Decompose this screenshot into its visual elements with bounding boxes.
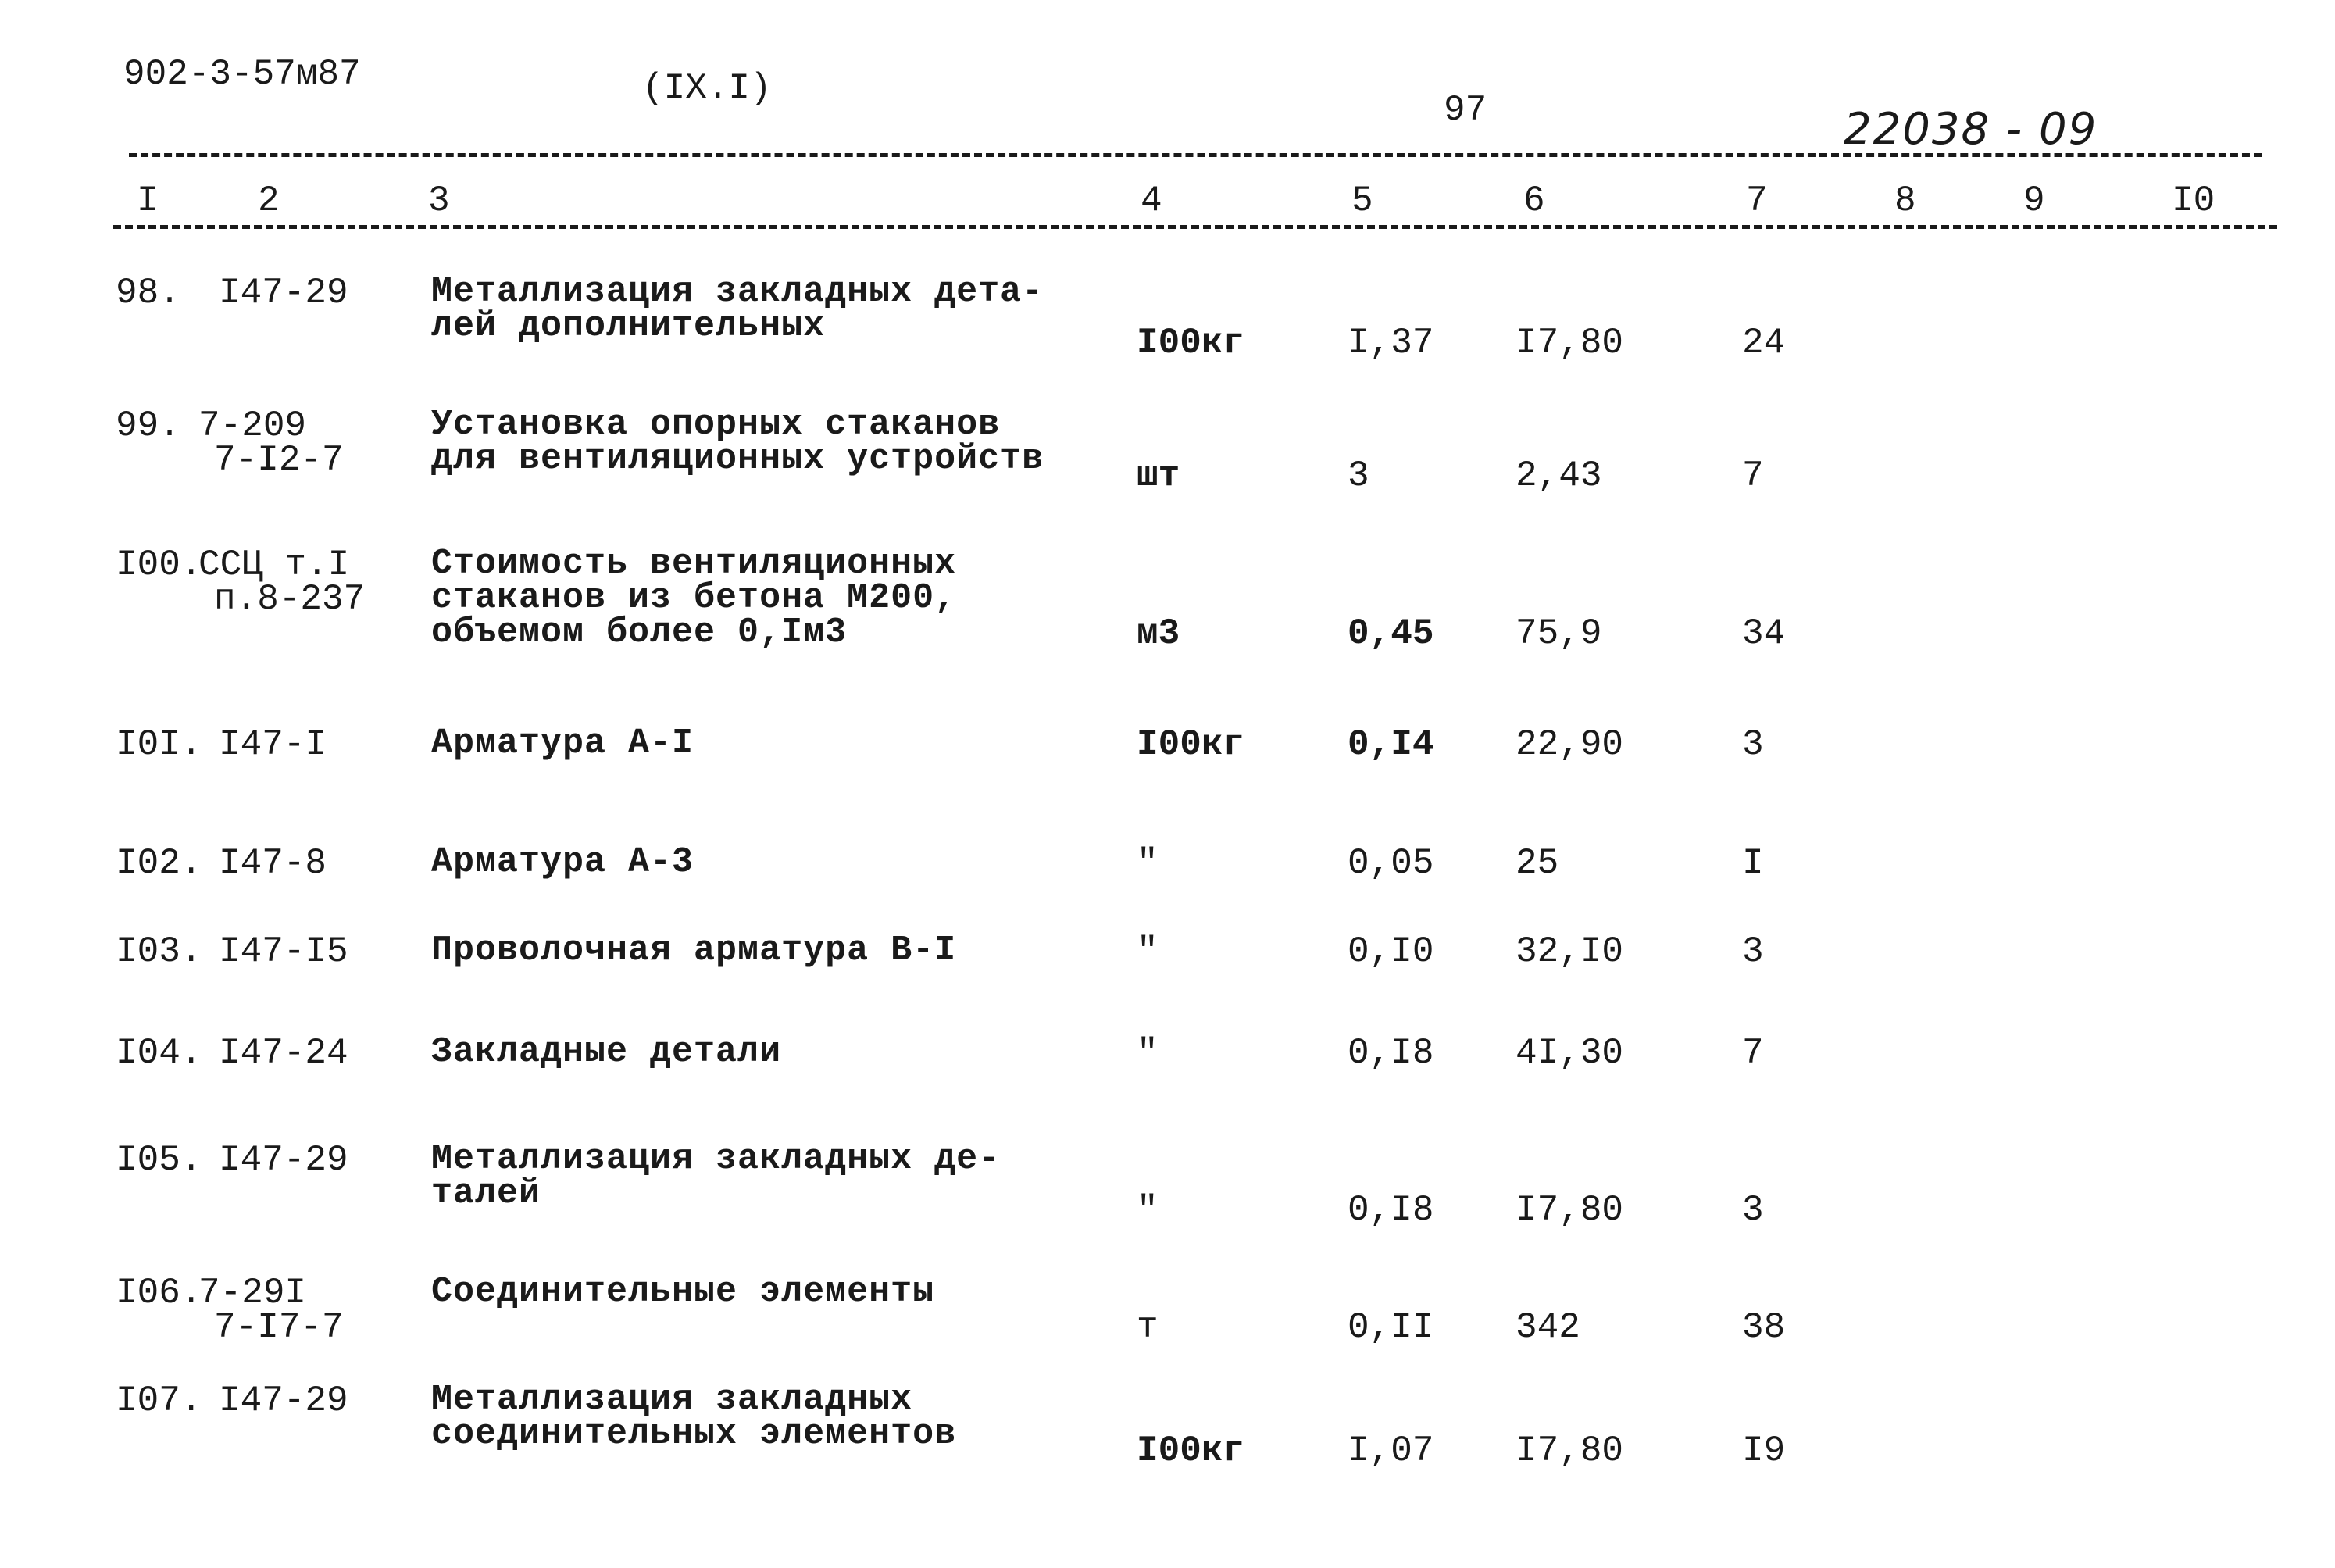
column-number: I0 <box>2172 180 2215 221</box>
unit: " <box>1137 843 1159 884</box>
rate-code: I47-29 <box>219 1380 348 1421</box>
unit-price: 32,I0 <box>1516 931 1624 972</box>
column-number: 4 <box>1141 180 1162 221</box>
quantity: 0,II <box>1348 1307 1434 1348</box>
work-description: для вентиляционных устройств <box>431 439 1044 479</box>
unit: " <box>1137 931 1159 972</box>
work-description: Соединительные элементы <box>431 1272 935 1312</box>
work-description: Металлизация закладных дета- <box>431 272 1044 312</box>
rate-code: ССЦ т.I <box>198 545 350 585</box>
column-number: 9 <box>2023 180 2045 221</box>
unit: м3 <box>1137 613 1180 654</box>
total-cost: I <box>1742 843 1764 884</box>
work-description: Металлизация закладных де- <box>431 1139 1001 1179</box>
unit-price: I7,80 <box>1516 1430 1624 1471</box>
rate-code: 7-I2-7 <box>214 440 344 480</box>
rate-code: I47-I <box>219 724 327 765</box>
column-number: 2 <box>258 180 280 221</box>
unit-price: 342 <box>1516 1307 1580 1348</box>
quantity: 0,05 <box>1348 843 1434 884</box>
work-description: Стоимость вентиляционных <box>431 544 957 584</box>
total-cost: 7 <box>1742 455 1764 496</box>
unit: I00кг <box>1137 724 1245 765</box>
column-number: 3 <box>428 180 450 221</box>
row-number: I00. <box>116 545 202 585</box>
rate-code: I47-24 <box>219 1033 348 1073</box>
rate-code: 7-29I <box>198 1273 307 1313</box>
unit: т <box>1137 1307 1159 1348</box>
section-label: (IX.I) <box>642 68 772 109</box>
column-number: I <box>137 180 159 221</box>
unit: шт <box>1137 455 1180 496</box>
unit-price: I7,80 <box>1516 323 1624 363</box>
column-number: 6 <box>1523 180 1545 221</box>
work-description: Металлизация закладных <box>431 1380 913 1420</box>
quantity: 0,I4 <box>1348 724 1434 765</box>
total-cost: 3 <box>1742 724 1764 765</box>
quantity: 3 <box>1348 455 1369 496</box>
unit-price: 22,90 <box>1516 724 1624 765</box>
header-top-rule <box>129 153 2262 157</box>
quantity: 0,I8 <box>1348 1033 1434 1073</box>
total-cost: I9 <box>1742 1430 1786 1471</box>
row-number: I03. <box>116 931 202 972</box>
work-description: Арматура А-3 <box>431 842 694 882</box>
unit: " <box>1137 1033 1159 1073</box>
handwritten-number: 22038 - 09 <box>1844 104 2098 155</box>
row-number: I04. <box>116 1033 202 1073</box>
unit-price: I7,80 <box>1516 1190 1624 1230</box>
column-number: 7 <box>1746 180 1768 221</box>
rate-code: I47-I5 <box>219 931 348 972</box>
unit-price: 2,43 <box>1516 455 1602 496</box>
row-number: 99. <box>116 405 180 446</box>
total-cost: 34 <box>1742 613 1786 654</box>
unit: I00кг <box>1137 323 1245 363</box>
unit-price: 75,9 <box>1516 613 1602 654</box>
quantity: 0,I8 <box>1348 1190 1434 1230</box>
row-number: I0I. <box>116 724 202 765</box>
work-description: Проволочная арматура В-I <box>431 930 957 970</box>
rate-code: 7-I7-7 <box>214 1307 344 1348</box>
unit-price: 25 <box>1516 843 1559 884</box>
total-cost: 3 <box>1742 931 1764 972</box>
column-number: 5 <box>1351 180 1373 221</box>
row-number: I06. <box>116 1273 202 1313</box>
rate-code: 7-209 <box>198 405 307 446</box>
rate-code: I47-29 <box>219 1140 348 1180</box>
total-cost: 3 <box>1742 1190 1764 1230</box>
row-number: I02. <box>116 843 202 884</box>
rate-code: I47-29 <box>219 273 348 313</box>
rate-code: п.8-237 <box>214 579 366 620</box>
quantity: I,07 <box>1348 1430 1434 1471</box>
row-number: I05. <box>116 1140 202 1180</box>
quantity: 0,45 <box>1348 613 1434 654</box>
total-cost: 24 <box>1742 323 1786 363</box>
unit-price: 4I,30 <box>1516 1033 1624 1073</box>
total-cost: 7 <box>1742 1033 1764 1073</box>
unit: " <box>1137 1190 1159 1230</box>
work-description: Установка опорных стаканов <box>431 405 1001 445</box>
work-description: талей <box>431 1173 541 1213</box>
column-number: 8 <box>1894 180 1916 221</box>
document-code: 902-3-57м87 <box>123 54 361 95</box>
work-description: Закладные детали <box>431 1032 782 1072</box>
header-bottom-rule <box>113 225 2277 229</box>
work-description: объемом более 0,Iм3 <box>431 613 848 652</box>
work-description: Арматура А-I <box>431 723 694 763</box>
unit: I00кг <box>1137 1430 1245 1471</box>
quantity: I,37 <box>1348 323 1434 363</box>
work-description: соединительных элементов <box>431 1414 957 1454</box>
page-number: 97 <box>1444 90 1487 130</box>
total-cost: 38 <box>1742 1307 1786 1348</box>
work-description: лей дополнительных <box>431 306 826 346</box>
row-number: 98. <box>116 273 180 313</box>
rate-code: I47-8 <box>219 843 327 884</box>
row-number: I07. <box>116 1380 202 1421</box>
quantity: 0,I0 <box>1348 931 1434 972</box>
work-description: стаканов из бетона М200, <box>431 578 957 618</box>
